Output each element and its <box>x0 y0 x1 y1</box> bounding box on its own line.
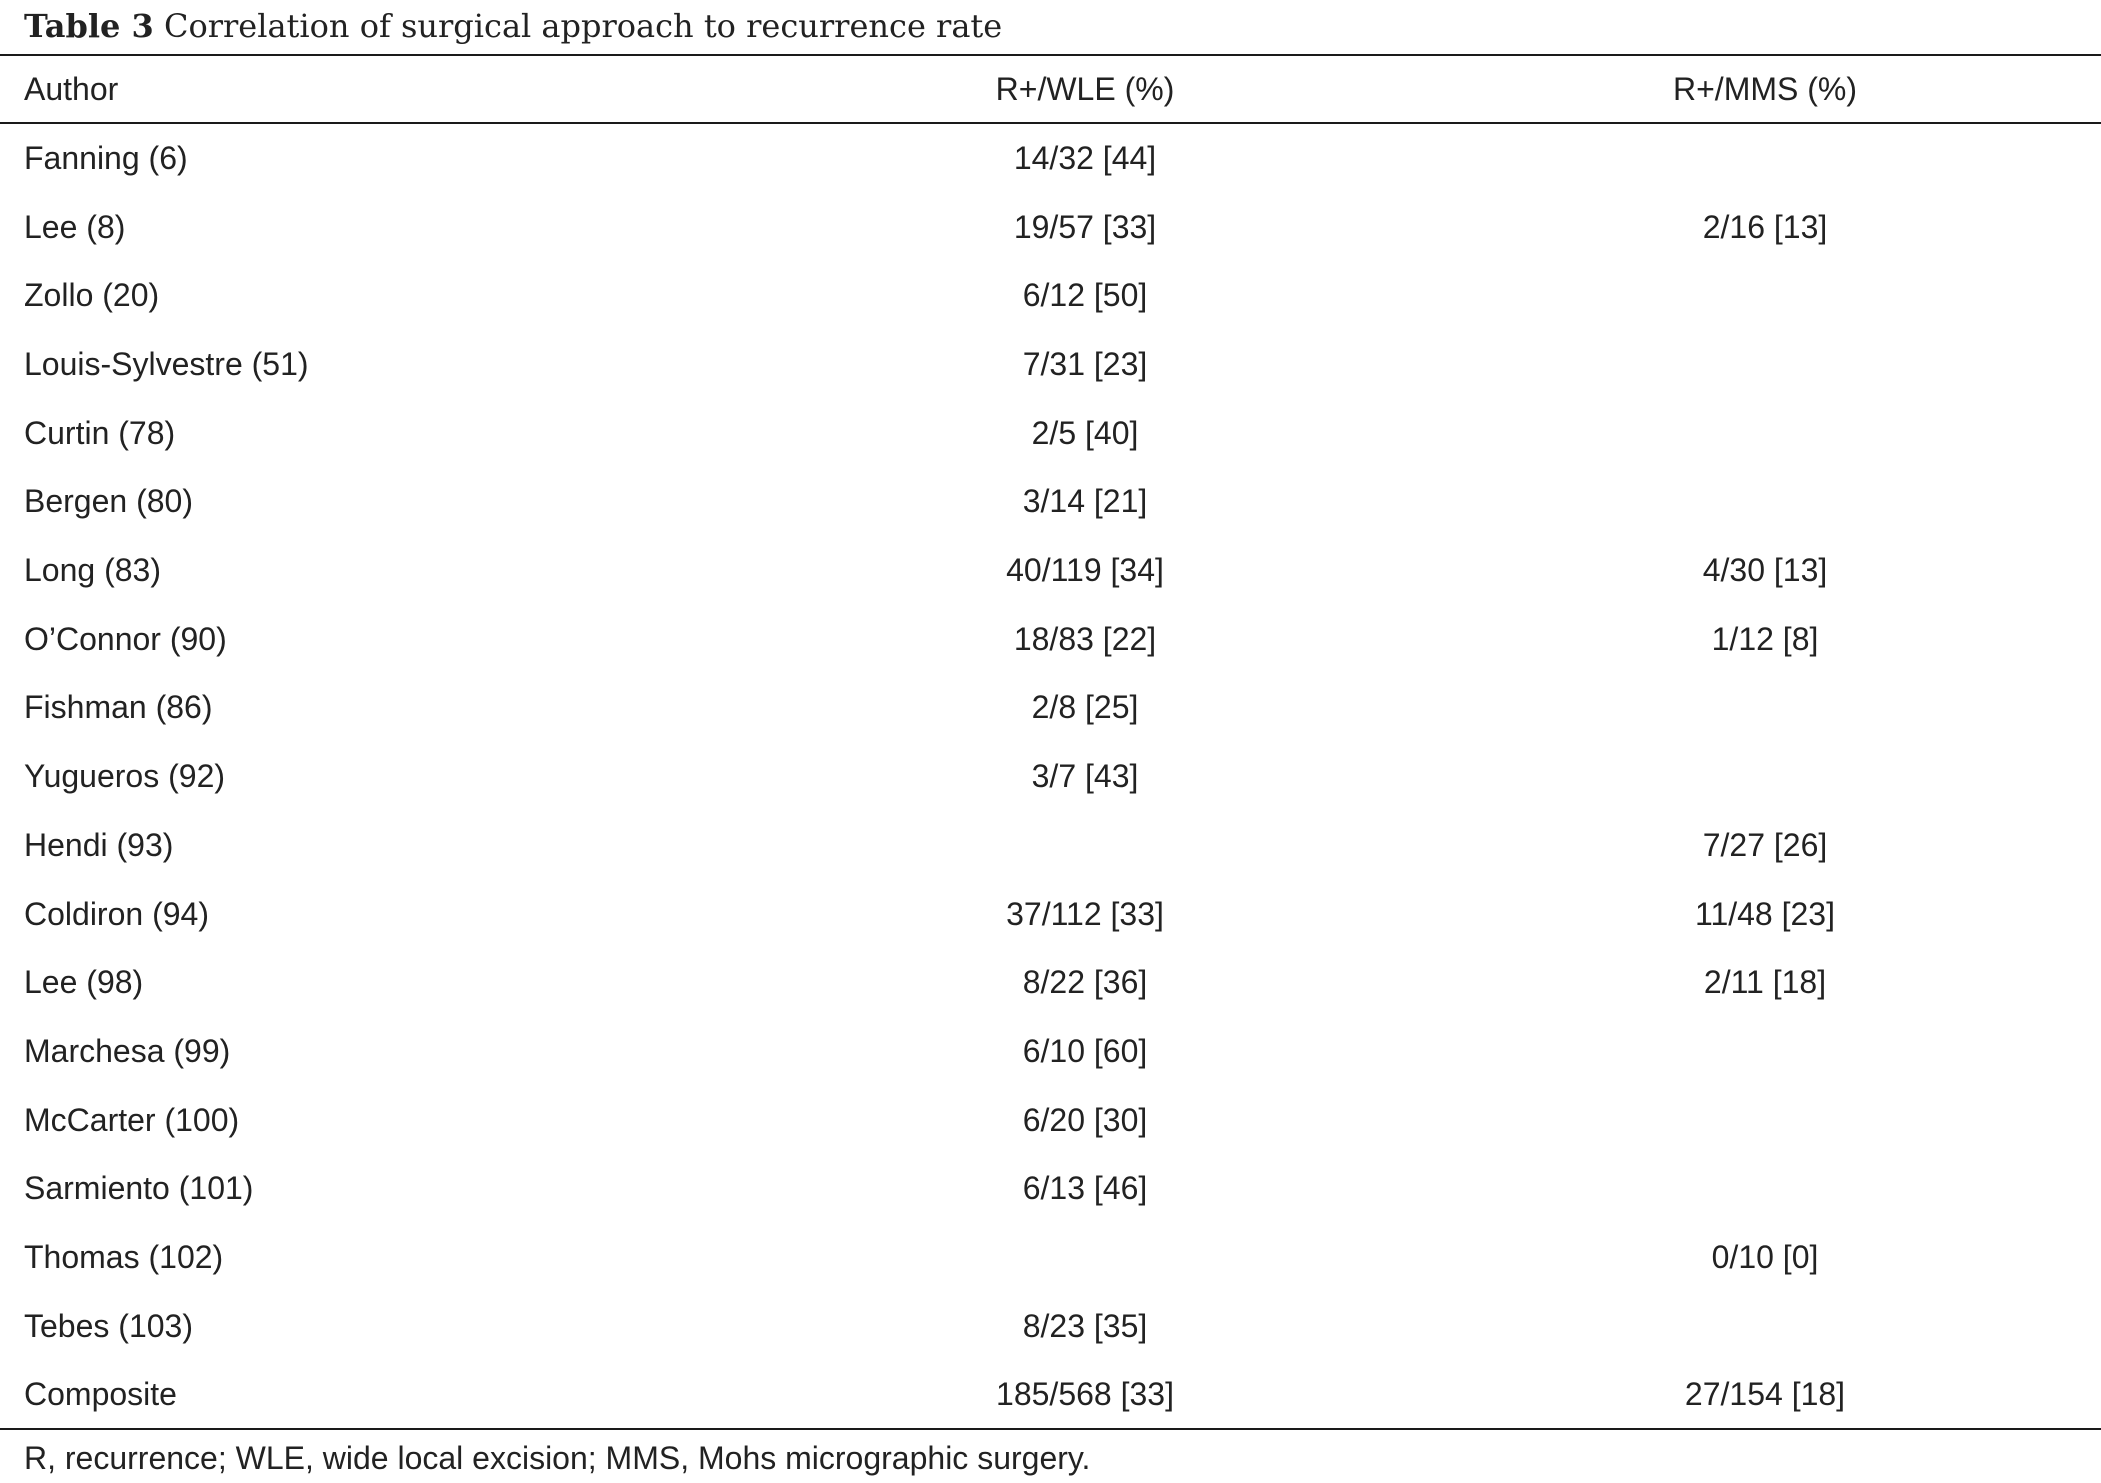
wle-cell: 8/23 [35] <box>1022 1307 1148 1344</box>
mms-cell <box>1470 468 2060 537</box>
mms-cell <box>1470 261 2060 330</box>
wle-cell: 19/57 [33] <box>1013 208 1157 245</box>
mms-cell <box>1470 742 2060 811</box>
table-number: Table 3 <box>24 7 154 45</box>
table-row <box>0 1017 2101 1086</box>
table-row <box>0 811 2101 880</box>
author-cell: Yugueros (92) <box>24 758 226 795</box>
mms-cell <box>1470 1155 2060 1224</box>
author-cell: Sarmiento (101) <box>24 1170 254 1207</box>
table-footnote: R, recurrence; WLE, wide local excision; MMS, Mohs micrographic surgery. <box>24 1440 1091 1476</box>
wle-cell: 8/22 [36] <box>1022 964 1148 1001</box>
mms-cell <box>1470 330 2060 399</box>
author-cell: Long (83) <box>24 552 161 589</box>
wle-cell: 6/10 [60] <box>1022 1032 1148 1069</box>
wle-cell: 2/5 [40] <box>1031 414 1139 451</box>
author-cell: Fanning (6) <box>24 139 188 176</box>
wle-cell: 14/32 [44] <box>1013 139 1157 176</box>
mms-cell: 27/154 [18] <box>1684 1376 1846 1413</box>
wle-cell <box>790 811 1380 880</box>
table-row <box>0 742 2101 811</box>
author-cell: Hendi (93) <box>24 826 174 863</box>
table-row <box>0 536 2101 605</box>
author-cell: Lee (98) <box>24 964 144 1001</box>
header-wle: R+/WLE (%) <box>995 70 1175 107</box>
wle-cell: 3/14 [21] <box>1022 483 1148 520</box>
table-row <box>0 1361 2101 1430</box>
mms-cell: 2/11 [18] <box>1703 964 1827 1001</box>
wle-cell: 3/7 [43] <box>1031 758 1139 795</box>
table-header-row <box>0 56 2101 122</box>
table-row <box>0 193 2101 262</box>
author-cell: Louis-Sylvestre (51) <box>24 345 309 382</box>
table-row <box>0 605 2101 674</box>
author-cell: O’Connor (90) <box>24 620 227 657</box>
author-cell: Marchesa (99) <box>24 1032 231 1069</box>
table-row <box>0 948 2101 1017</box>
mms-cell: 2/16 [13] <box>1702 208 1828 245</box>
table-row <box>0 674 2101 743</box>
wle-cell: 2/8 [25] <box>1031 689 1139 726</box>
table-row <box>0 1223 2101 1292</box>
author-cell: Tebes (103) <box>24 1307 193 1344</box>
mms-cell <box>1470 674 2060 743</box>
table-row <box>0 124 2101 193</box>
author-cell: Curtin (78) <box>24 414 176 451</box>
author-cell: Bergen (80) <box>24 483 193 520</box>
author-cell: Fishman (86) <box>24 689 213 726</box>
table-row <box>0 1086 2101 1155</box>
wle-cell: 40/119 [34] <box>1006 552 1164 589</box>
wle-cell: 18/83 [22] <box>1013 620 1157 657</box>
bottom-rule <box>0 1428 2101 1430</box>
header-author: Author <box>24 70 119 107</box>
author-cell: Thomas (102) <box>24 1239 224 1276</box>
mms-cell <box>1470 1086 2060 1155</box>
table-row <box>0 399 2101 468</box>
wle-cell: 6/13 [46] <box>1022 1170 1148 1207</box>
table-row <box>0 468 2101 537</box>
author-cell: Coldiron (94) <box>24 895 209 932</box>
author-cell: Zollo (20) <box>24 277 160 314</box>
table-row <box>0 1292 2101 1361</box>
table-row <box>0 261 2101 330</box>
mms-cell: 1/12 [8] <box>1711 620 1819 657</box>
header-mms: R+/MMS (%) <box>1673 70 1857 107</box>
mms-cell: 7/27 [26] <box>1702 826 1828 863</box>
table-row <box>0 880 2101 949</box>
wle-cell: 185/568 [33] <box>996 1376 1174 1413</box>
wle-cell: 6/20 [30] <box>1022 1101 1148 1138</box>
table-title: Correlation of surgical approach to recurrence rate <box>163 7 1003 45</box>
mms-cell: 11/48 [23] <box>1695 895 1835 932</box>
wle-cell: 37/112 [33] <box>1006 895 1164 932</box>
table-row <box>0 1155 2101 1224</box>
author-cell: McCarter (100) <box>24 1101 240 1138</box>
mms-cell <box>1470 399 2060 468</box>
mms-cell <box>1470 124 2060 193</box>
author-cell: Lee (8) <box>24 208 126 245</box>
mms-cell <box>1470 1017 2060 1086</box>
mms-cell: 0/10 [0] <box>1711 1239 1819 1276</box>
wle-cell: 7/31 [23] <box>1022 345 1148 382</box>
table-caption <box>24 4 1002 48</box>
mms-cell <box>1470 1292 2060 1361</box>
table-row <box>0 330 2101 399</box>
wle-cell <box>790 1223 1380 1292</box>
mms-cell: 4/30 [13] <box>1702 552 1828 589</box>
wle-cell: 6/12 [50] <box>1022 277 1148 314</box>
author-cell: Composite <box>24 1376 177 1413</box>
